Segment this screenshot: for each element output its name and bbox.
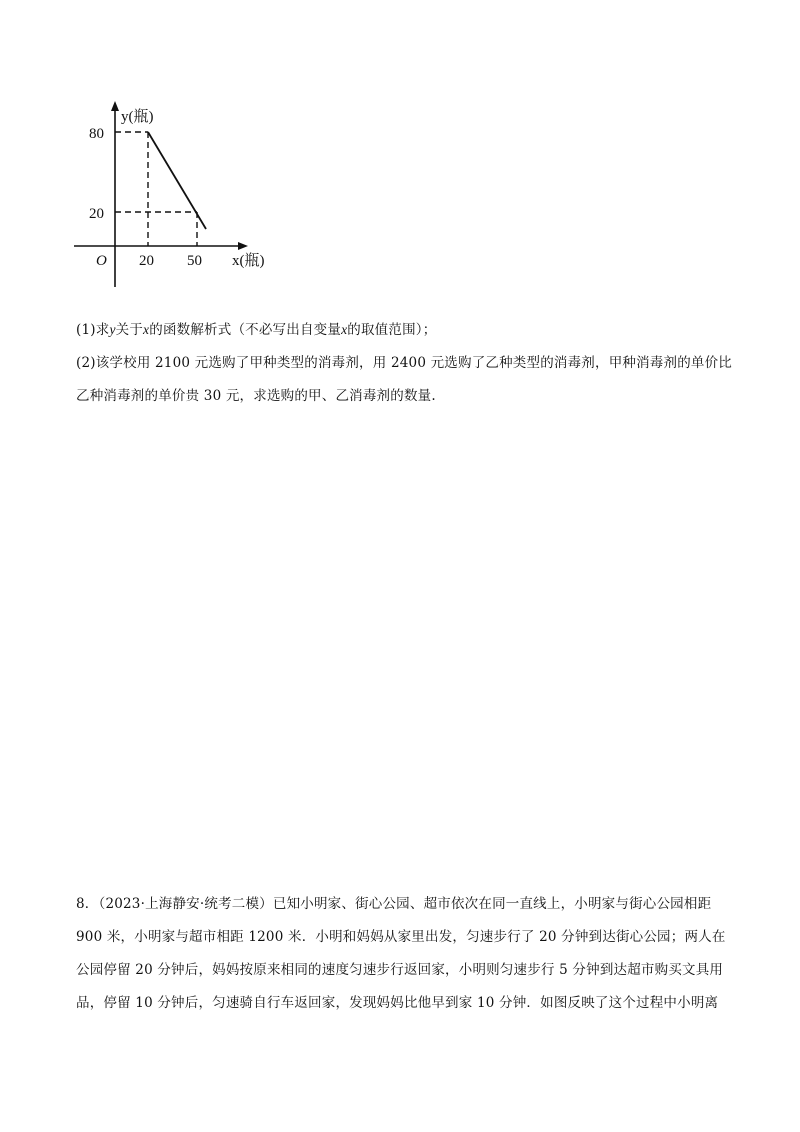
origin-label: O: [96, 253, 107, 269]
question-2-line-1: (2)该学校用 2100 元选购了甲种类型的消毒剂，用 2400 元选购了乙种类型的消毒剂，甲种消毒剂的单价比: [76, 355, 732, 371]
q1-middle2: 的函数解析式（不必写出自变量: [149, 322, 342, 338]
function-graph: [60, 95, 290, 295]
problem-8-line-4: 品，停留 10 分钟后，匀速骑自行车返回家，发现妈妈比他早到家 10 分钟．如图反映了这个过程中小明离: [76, 995, 719, 1011]
problem-8-line-3: 公园停留 20 分钟后，妈妈按原来相同的速度匀速步行返回家，小明则匀速步行 5 分钟到达超市购买文具用: [76, 962, 724, 978]
q1-suffix: 的取值范围）；: [347, 322, 437, 338]
function-line: [148, 132, 206, 229]
question-2-line-2: 乙种消毒剂的单价贵 30 元，求选购的甲、乙消毒剂的数量.: [76, 388, 436, 404]
problem-8-line-2: 900 米，小明家与超市相距 1200 米．小明和妈妈从家里出发，匀速步行了 20 分钟到达街心公园；两人在: [76, 929, 726, 945]
x-tick-20: 20: [139, 253, 154, 269]
question-1: [76, 320, 746, 340]
y-tick-80: 80: [89, 126, 104, 142]
x-axis-label: x(瓶): [232, 253, 265, 269]
x-tick-50: 50: [187, 253, 202, 269]
q1-var-x2: x: [341, 322, 348, 337]
x-axis-arrow: [238, 242, 248, 250]
q1-var-y: y: [109, 322, 116, 337]
q1-var-x: x: [143, 322, 150, 337]
q1-middle: 关于: [115, 322, 144, 338]
q1-prefix: (1)求: [76, 322, 110, 338]
graph-svg: [60, 95, 290, 295]
y-axis-label: y(瓶): [121, 109, 154, 125]
y-tick-20: 20: [89, 206, 104, 222]
y-axis-arrow: [111, 101, 119, 111]
problem-8-line-1: 8．（2023·上海静安·统考二模）已知小明家、街心公园、超市依次在同一直线上，小明家与街心公园相距: [76, 896, 712, 912]
